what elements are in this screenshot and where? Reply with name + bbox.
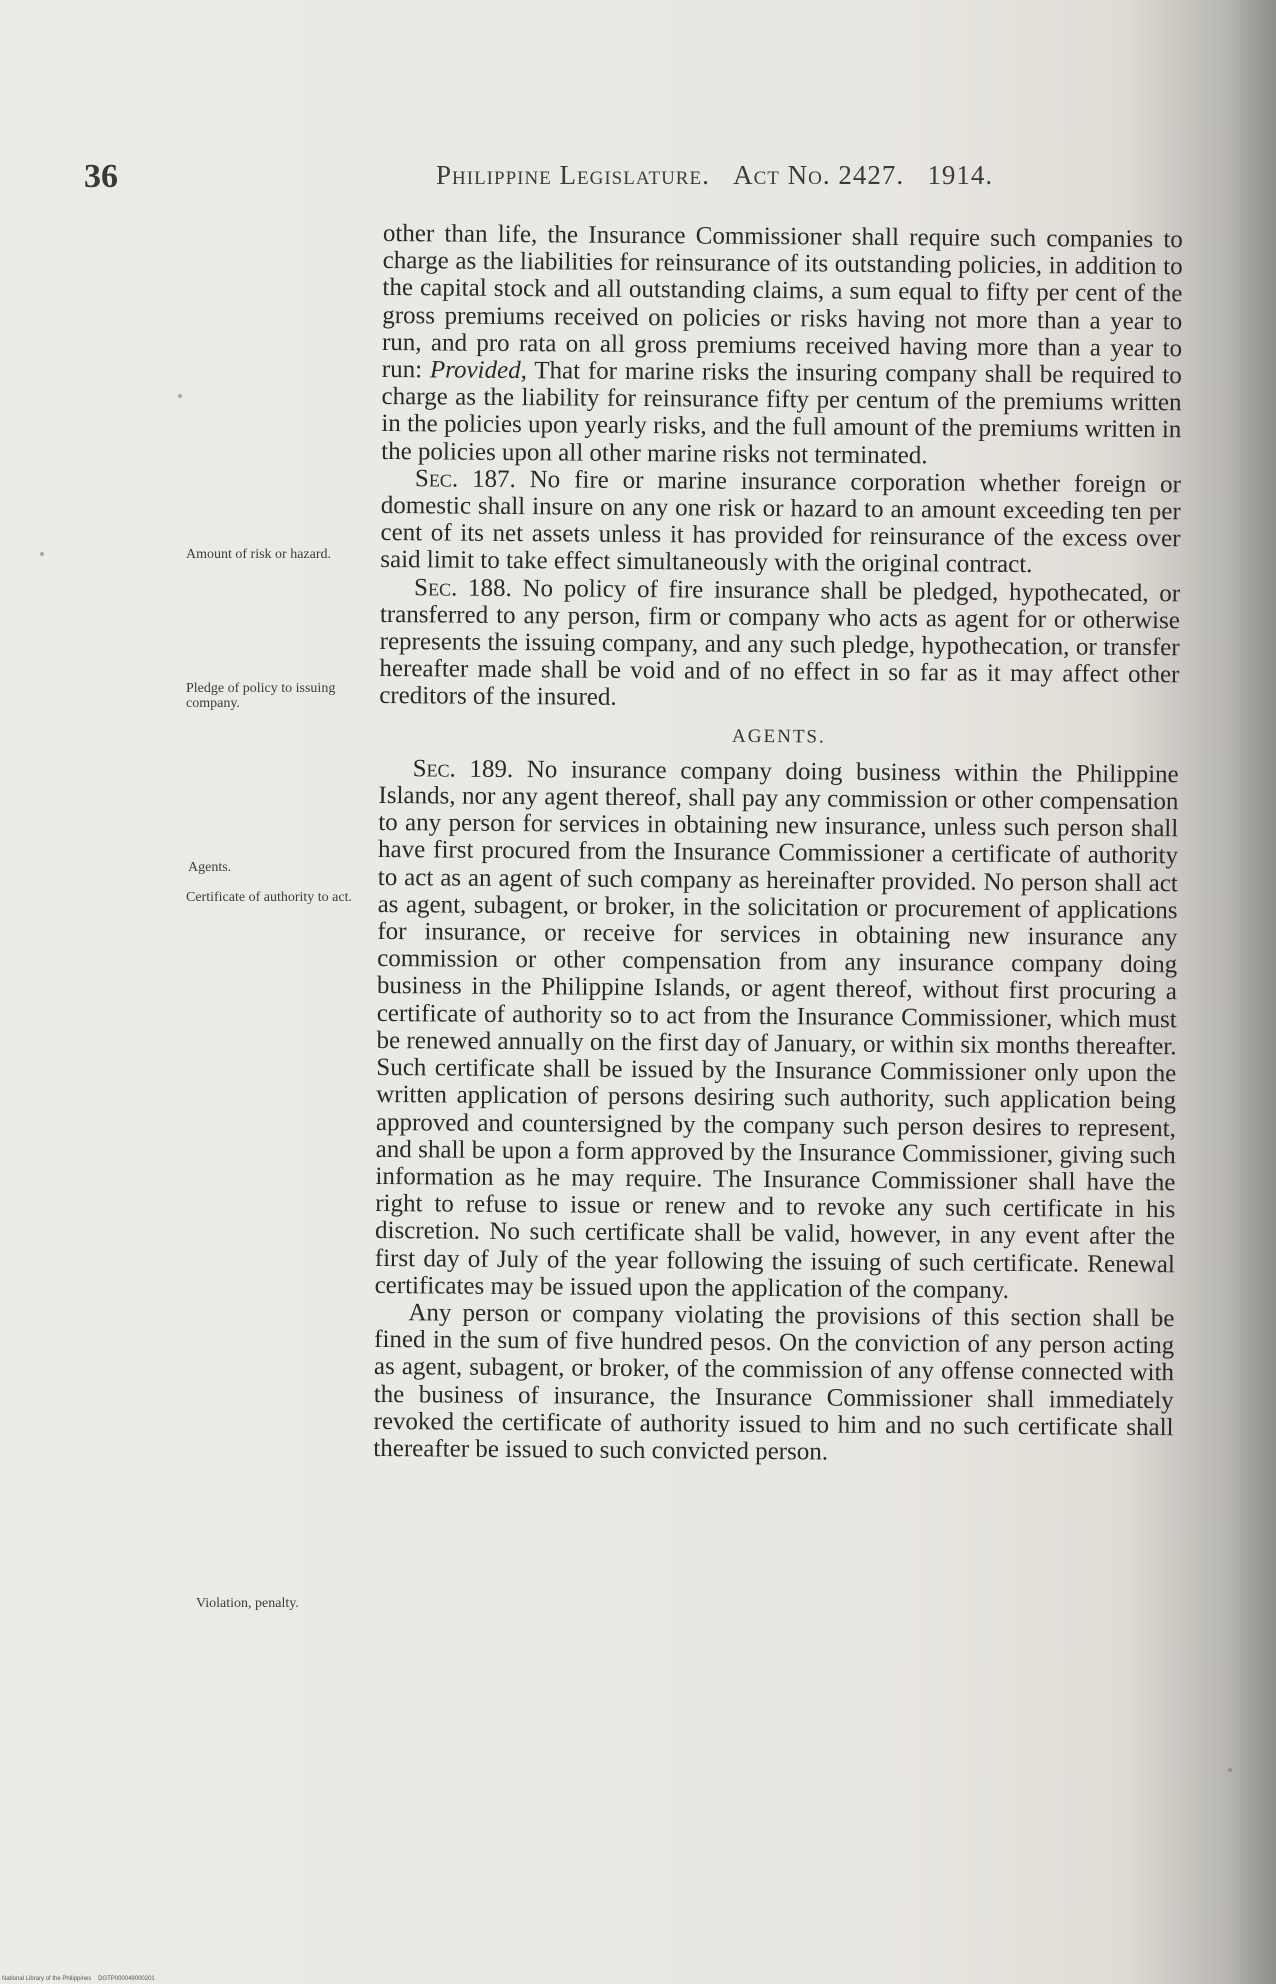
scan-footer [2,1976,155,1982]
scan-speck [1228,1768,1232,1772]
running-head [436,160,993,191]
section-189-text: No insurance company doing business within the Philippine Islands, nor any agent thereof, shall pay any commission or other compensation to any person for services in obtaining new insurance, unless such person shall have first procured from the Insurance Commissioner a certificate of authority to act as an agent of such company as hereinafter provided. No person shall act as agent, subagent, or broker, in the solicitation or procurement of applications for insurance, or receive for services in obtaining new insurance any commission or other compensation from any insurance company doing business in the Philippine Islands, or agent thereof, without first procuring a certificate of authority so to act from the Insurance Commissioner, which must be renewed annually on the first day of January, or within six months thereafter. Such certificate shall be issued by the Insurance Commissioner only upon the written application of persons desiring such authority, such application being approved and countersigned by the company such person desires to represent, and shall be upon a form approved by the Insurance Commissioner, giving such information as he may require. The Insurance Commissioner shall have the right to refuse to issue or renew and to revoke any such certificate in his discretion. No such certificate shall be valid, however, in any event after the first day of July of the year following the issuing of such certificate. Renewal certificates may be issued upon the application of the company. [374,756,1179,1304]
section-189-label: Sec. 189. [412,755,514,783]
margin-note-sec187: Amount of risk or hazard. [186,547,332,562]
scan-speck [40,552,44,556]
footer-library: National Library of the Philippines [2,1976,92,1982]
paragraph-continuation [381,220,1183,471]
continuation-text-a: other than life, the Insurance Commissioner shall require such companies to charge as the liabilities for reinsurance of its outstanding policies, in addition to the capital stock and all outstanding claims, a sum equal to fifty per cent of the gross premiums received on policies or risks having not more than a year to run, and pro rata on all gross premiums received having more than a year to run: [381,220,1183,384]
section-187-text: No fire or marine insurance corporation whether foreign or domestic shall insure on any one risk or hazard to an amount exceeding ten per cent of its net assets unless it has provided for reinsurance of the excess over said limit to take effect simultaneously with the original contract. [380,465,1182,579]
penalty-paragraph: Any person or company violating the provisions of this section shall be fined in the sum of five hundred pesos. On the conviction of any person acting as agent, subagent, or broker, of the commission of any offense connected with the business of insurance, the Insurance Commissioner shall immediately revoked the certificate of authority issued to him and no such certificate shall thereafter be issued to such convicted person. [373,1299,1175,1466]
section-187 [380,465,1181,580]
margin-note-penalty: Violation, penalty. [196,1596,299,1611]
section-187-label: Sec. 187. [414,465,516,493]
footer-code: DGTP000049000201 [98,1976,155,1982]
section-188-text: No policy of fire insurance shall be pledged, hypothecated, or transferred to any person, firm or company who acts as agent for or otherwise represents the issuing company, and any such pledge, hypothecation, or transfer hereafter made shall be void and of no effect in so far as it may affect other creditors of the insured. [379,574,1181,712]
section-188 [379,574,1180,716]
page-number: 36 [84,158,118,195]
running-head-publisher: Philippine Legislature. [436,160,710,190]
continuation-text-b: That for marine risks the insuring company shall be required to charge as the liability for reinsurance fifty per centum of the premiums written in the policies upon yearly risks, and the full amount of the premiums written in the policies upon all other marine risks not terminated. [381,357,1182,469]
margin-note-sec188: Pledge of policy to issuing company. [186,681,336,711]
provided-italic: Provided, [429,356,528,385]
margin-note-agents: Agents. [188,860,232,875]
running-head-year: 1914. [927,160,994,190]
scan-speck [178,394,182,398]
margin-note-sec189: Certificate of authority to act. [186,890,352,905]
section-188-label: Sec. 188. [414,573,512,602]
agents-heading: AGENTS. [732,725,826,748]
body-text [373,220,1183,1468]
section-189 [375,755,1179,1305]
running-head-act: Act No. 2427. [733,160,905,190]
